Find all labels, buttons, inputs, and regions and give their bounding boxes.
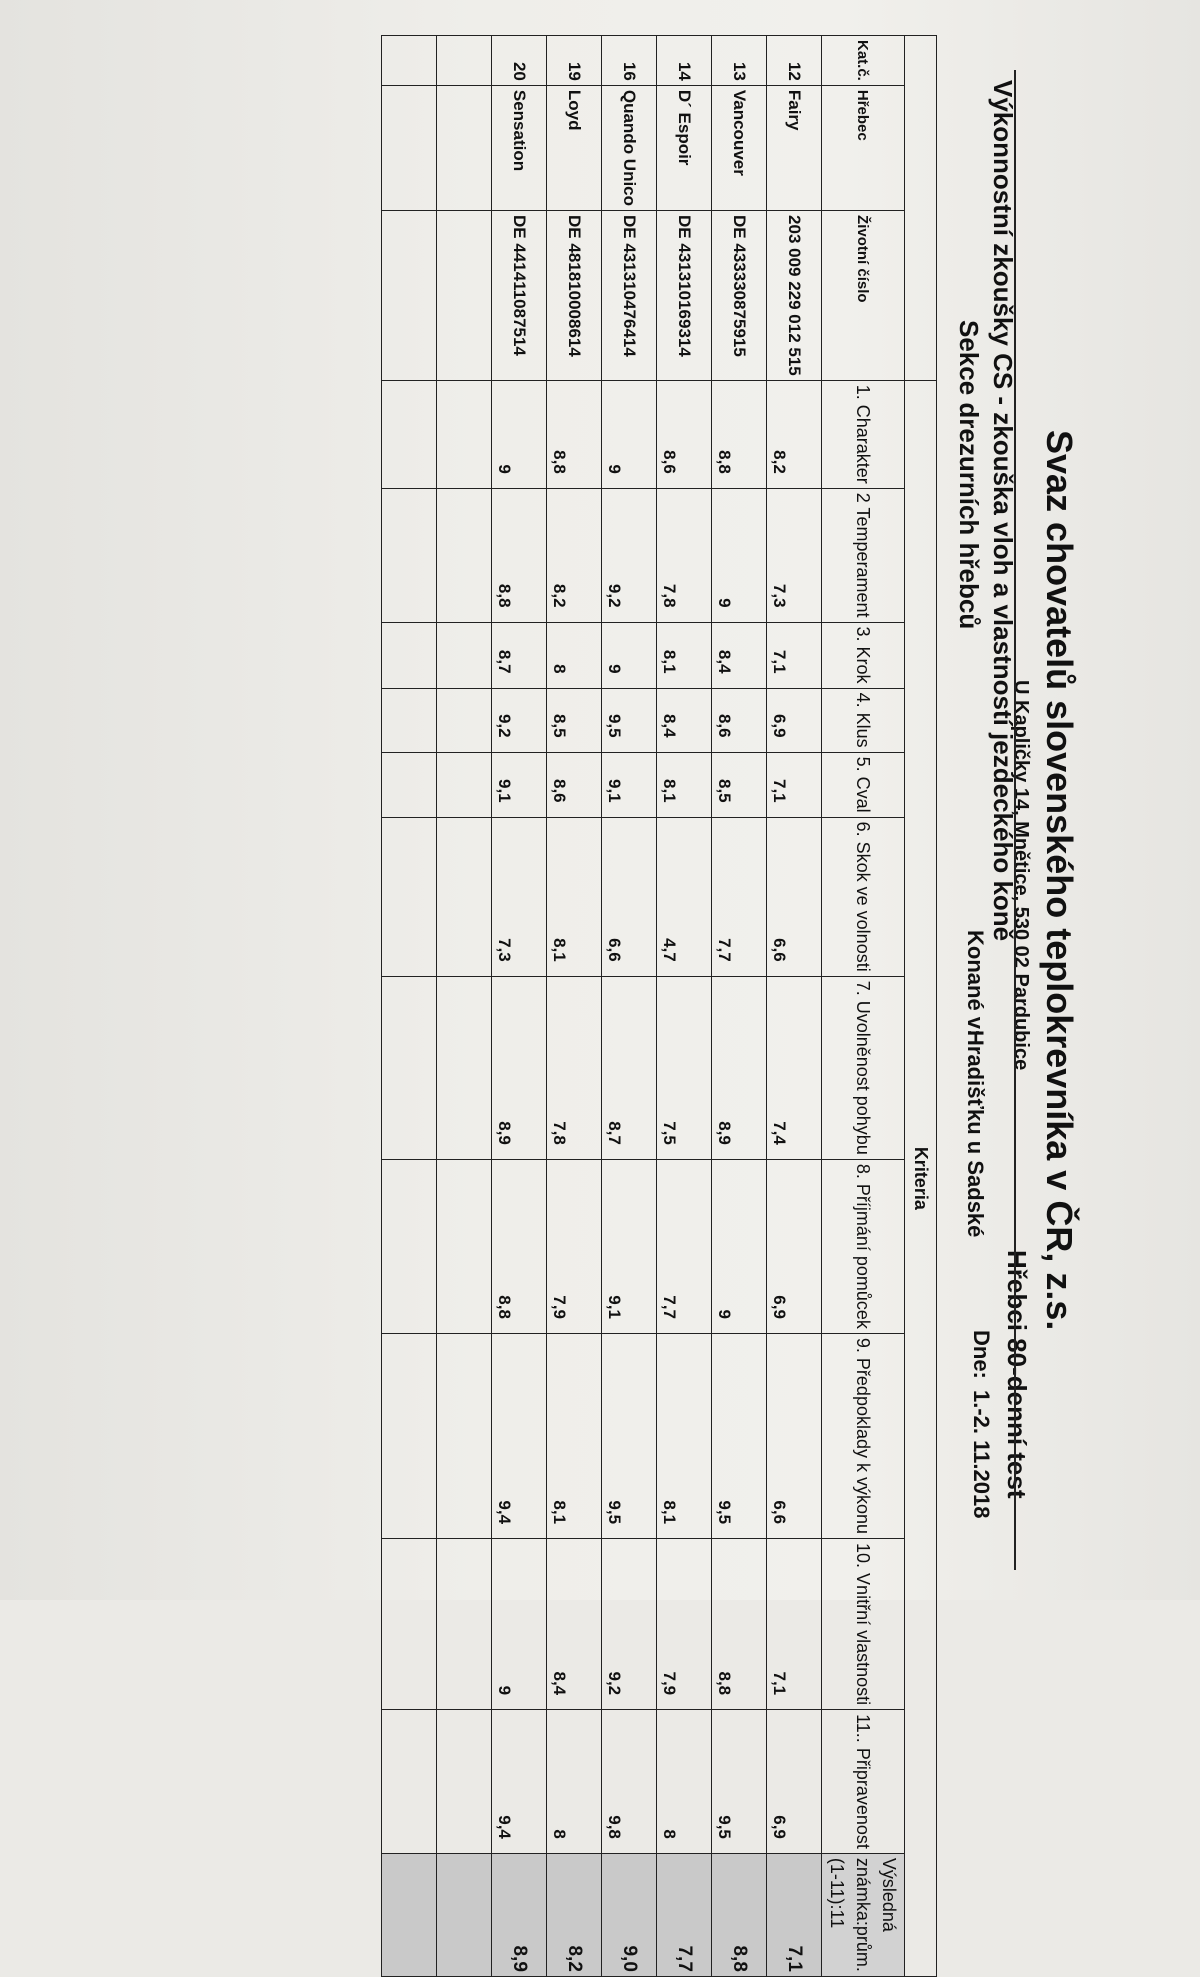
empty-cell xyxy=(382,85,437,210)
empty-cell xyxy=(437,688,492,752)
organization-title: Svaz chovatelů slovenského teplokrevníka v ČR, z.s. xyxy=(1039,430,1080,1331)
score-cell: 9 xyxy=(712,1159,767,1333)
table-header-row xyxy=(905,36,937,1977)
result-cell: 8,9 xyxy=(492,1853,547,1976)
kat-header: Kat.č. xyxy=(822,36,905,86)
score-cell: 6,9 xyxy=(767,1710,822,1854)
horse-header: Hřebec xyxy=(822,85,905,210)
result-cell: 8,8 xyxy=(712,1853,767,1976)
score-cell: 9 xyxy=(492,380,547,488)
score-cell: 7,3 xyxy=(492,817,547,976)
score-cell: 8,4 xyxy=(547,1539,602,1710)
table-row xyxy=(767,36,822,1977)
score-cell: 9 xyxy=(602,380,657,488)
empty-cell xyxy=(382,1710,437,1854)
score-cell: 6,6 xyxy=(767,817,822,976)
score-cell: 7,1 xyxy=(767,622,822,688)
score-cell: 9,1 xyxy=(602,752,657,817)
venue-value: Hradišťku u Sadské xyxy=(963,1030,988,1238)
table-header-row xyxy=(822,36,905,1977)
score-cell: 9,4 xyxy=(492,1333,547,1538)
horse-name-cell: D´ Espoir xyxy=(657,85,712,210)
empty-cell xyxy=(437,622,492,688)
test-title: Výkonnostní zkoušky CS - zkouška vloh a vlastností jezdeckého koně xyxy=(988,80,1018,942)
empty-cell xyxy=(382,976,437,1159)
empty-cell xyxy=(437,752,492,817)
score-cell: 9,1 xyxy=(492,752,547,817)
score-cell: 8,1 xyxy=(547,1333,602,1538)
criterion-header: 11.. Připravenost xyxy=(822,1710,905,1854)
score-cell: 9,5 xyxy=(602,688,657,752)
date-value: 1.-2. 11.2018 xyxy=(969,1390,994,1519)
kat-cell: 13 xyxy=(712,36,767,86)
empty-cell xyxy=(437,817,492,976)
score-cell: 6,9 xyxy=(767,1159,822,1333)
score-cell: 8,5 xyxy=(712,752,767,817)
score-cell: 8,8 xyxy=(547,380,602,488)
score-cell: 9,5 xyxy=(712,1710,767,1854)
score-cell: 8,1 xyxy=(657,752,712,817)
score-cell: 7,9 xyxy=(657,1539,712,1710)
score-cell: 9 xyxy=(492,1539,547,1710)
criterion-header: 2 Temperament xyxy=(822,488,905,622)
result-cell: 7,1 xyxy=(767,1853,822,1976)
horse-name-cell: Sensation xyxy=(492,85,547,210)
score-cell: 8,6 xyxy=(547,752,602,817)
table-row xyxy=(492,36,547,1977)
empty-cell xyxy=(382,1853,437,1976)
score-cell: 8,6 xyxy=(712,688,767,752)
score-cell: 7,9 xyxy=(547,1159,602,1333)
score-cell: 9,4 xyxy=(492,1710,547,1854)
table-row xyxy=(712,36,767,1977)
test-label: Hřebci 80-denní test xyxy=(1002,1250,1032,1499)
score-cell: 7,5 xyxy=(657,976,712,1159)
empty-cell xyxy=(382,1333,437,1538)
score-cell: 7,3 xyxy=(767,488,822,622)
criterion-header: 1. Charakter xyxy=(822,380,905,488)
horse-name-cell: Loyd xyxy=(547,85,602,210)
empty-cell xyxy=(437,488,492,622)
horse-id-cell: 203 009 229 012 515 xyxy=(767,211,822,381)
horse-id-cell: DE 431310169314 xyxy=(657,211,712,381)
horse-name-cell: Vancouver xyxy=(712,85,767,210)
score-cell: 8,4 xyxy=(712,622,767,688)
empty-cell xyxy=(382,622,437,688)
score-cell: 9,2 xyxy=(492,688,547,752)
kat-cell: 20 xyxy=(492,36,547,86)
criterion-header: 7. Uvolněnost pohybu xyxy=(822,976,905,1159)
empty-cell xyxy=(437,1853,492,1976)
empty-cell xyxy=(437,1333,492,1538)
empty-cell xyxy=(382,36,437,86)
horse-id-cell: DE 441411087514 xyxy=(492,211,547,381)
score-cell: 9,5 xyxy=(602,1333,657,1538)
score-cell: 7,1 xyxy=(767,1539,822,1710)
score-cell: 9,5 xyxy=(712,1333,767,1538)
score-cell: 9,1 xyxy=(602,1159,657,1333)
score-cell: 9 xyxy=(602,622,657,688)
blank-cell xyxy=(905,36,937,381)
score-cell: 7,1 xyxy=(767,752,822,817)
organization-address: U Kapličky 14, Mnětice, 530 02 Pardubice xyxy=(1010,680,1032,1071)
empty-cell xyxy=(382,211,437,381)
score-cell: 6,6 xyxy=(767,1333,822,1538)
criterion-header: 3. Krok xyxy=(822,622,905,688)
result-cell: 8,2 xyxy=(547,1853,602,1976)
score-cell: 8,4 xyxy=(657,688,712,752)
score-cell: 8,1 xyxy=(657,622,712,688)
score-cell: 9,2 xyxy=(602,1539,657,1710)
kat-cell: 19 xyxy=(547,36,602,86)
empty-cell xyxy=(382,1159,437,1333)
score-cell: 7,7 xyxy=(712,817,767,976)
empty-cell xyxy=(382,488,437,622)
kat-cell: 12 xyxy=(767,36,822,86)
kat-cell: 14 xyxy=(657,36,712,86)
table-row xyxy=(547,36,602,1977)
score-cell: 7,8 xyxy=(547,976,602,1159)
date-label: Dne: xyxy=(969,1330,994,1379)
result-cell: 7,7 xyxy=(657,1853,712,1976)
horse-name-cell: Fairy xyxy=(767,85,822,210)
score-cell: 4,7 xyxy=(657,817,712,976)
criterion-header: 10. Vnitřní vlastnosti xyxy=(822,1539,905,1710)
section-title: Sekce drezurních hřebců xyxy=(954,320,984,630)
criterion-header: 8. Příjmání pomůcek xyxy=(822,1159,905,1333)
empty-cell xyxy=(437,1539,492,1710)
empty-cell xyxy=(382,817,437,976)
score-cell: 8,8 xyxy=(712,380,767,488)
score-cell: 7,8 xyxy=(657,488,712,622)
score-cell: 8,2 xyxy=(547,488,602,622)
empty-row xyxy=(382,36,437,1977)
horse-id-cell: DE 481810008614 xyxy=(547,211,602,381)
score-cell: 8,9 xyxy=(712,976,767,1159)
empty-cell xyxy=(437,85,492,210)
criterion-header: 6. Skok ve volnosti xyxy=(822,817,905,976)
empty-cell xyxy=(437,1159,492,1333)
empty-cell xyxy=(437,380,492,488)
score-cell: 9,2 xyxy=(602,488,657,622)
score-cell: 8 xyxy=(547,622,602,688)
score-cell: 8,8 xyxy=(712,1539,767,1710)
score-cell: 8,1 xyxy=(547,817,602,976)
empty-cell xyxy=(382,380,437,488)
document-page xyxy=(0,30,1080,1972)
result-header: Výsledná známka:prům. (1-11):11 xyxy=(822,1853,905,1976)
kriteria-header: Kriteria xyxy=(905,380,937,1976)
score-cell: 8,7 xyxy=(602,976,657,1159)
empty-cell xyxy=(382,688,437,752)
score-cell: 8,2 xyxy=(767,380,822,488)
score-cell: 6,6 xyxy=(602,817,657,976)
score-cell: 8,8 xyxy=(492,1159,547,1333)
empty-cell xyxy=(437,1710,492,1854)
score-cell: 8 xyxy=(547,1710,602,1854)
score-cell: 9 xyxy=(712,488,767,622)
criterion-header: 9. Předpoklady k výkonu xyxy=(822,1333,905,1538)
score-cell: 8,1 xyxy=(657,1333,712,1538)
table-row xyxy=(657,36,712,1977)
score-cell: 9,8 xyxy=(602,1710,657,1854)
score-cell: 8,7 xyxy=(492,622,547,688)
criterion-header: 4. Klus xyxy=(822,688,905,752)
empty-cell xyxy=(437,211,492,381)
empty-cell xyxy=(437,36,492,86)
score-cell: 7,4 xyxy=(767,976,822,1159)
horse-name-cell: Quando Unico xyxy=(602,85,657,210)
id-header: Životní číslo xyxy=(822,211,905,381)
score-cell: 6,9 xyxy=(767,688,822,752)
kat-cell: 16 xyxy=(602,36,657,86)
result-cell: 9,0 xyxy=(602,1853,657,1976)
score-cell: 8,8 xyxy=(492,488,547,622)
horse-id-cell: DE 431310476414 xyxy=(602,211,657,381)
empty-cell xyxy=(437,976,492,1159)
venue-label: Konané v: xyxy=(963,930,988,1037)
score-cell: 8,6 xyxy=(657,380,712,488)
table-row xyxy=(602,36,657,1977)
score-cell: 8 xyxy=(657,1710,712,1854)
empty-cell xyxy=(382,752,437,817)
score-cell: 8,5 xyxy=(547,688,602,752)
results-table xyxy=(381,35,937,1977)
criterion-header: 5. Cval xyxy=(822,752,905,817)
score-cell: 7,7 xyxy=(657,1159,712,1333)
empty-row xyxy=(437,36,492,1977)
score-cell: 8,9 xyxy=(492,976,547,1159)
horse-id-cell: DE 433330875915 xyxy=(712,211,767,381)
empty-cell xyxy=(382,1539,437,1710)
